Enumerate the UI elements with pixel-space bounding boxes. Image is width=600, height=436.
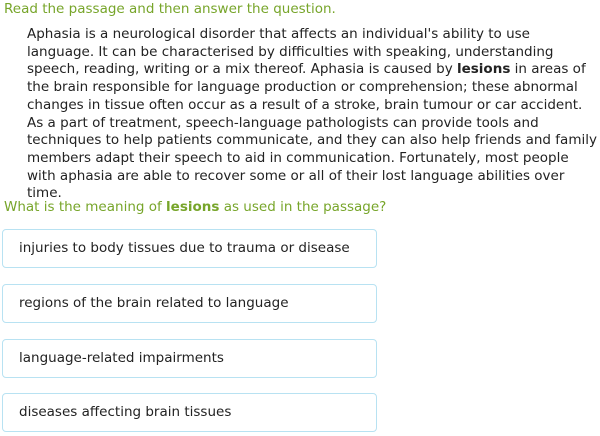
passage-keyword: lesions	[456, 61, 511, 78]
instruction-text: Read the passage and then answer the question.	[4, 1, 336, 17]
question-prefix: What is the meaning of	[4, 199, 167, 215]
answer-option-2[interactable]	[2, 284, 377, 323]
answer-option-3[interactable]	[2, 339, 377, 378]
passage-text-part1: Aphasia is a neurological disorder that affects an individual's ability to use language. It can be characterised by difficulties with speaking, understanding speech, reading, writing or a mix thereof. Aphasia is caused by	[27, 26, 554, 78]
answer-option-label: diseases affecting brain tissues	[19, 404, 232, 420]
question-prompt	[4, 199, 386, 216]
answer-option-1[interactable]	[2, 229, 377, 268]
reading-passage	[27, 26, 597, 203]
answer-option-label: language-related impairments	[19, 350, 224, 366]
question-keyword: lesions	[166, 199, 220, 215]
passage-text-part2: in areas of the brain responsible for language production or comprehension; these abnormal changes in tissue often occur as a result of a stroke, brain tumour or car accident. As a part of treatment, speech-language pathologists can provide tools and techniques to help patients communicate, and they can also help friends and family members adapt their speech to aid in communication. Fortunately, most people with aphasia are able to recover some or all of their lost language abilities over time.	[27, 61, 597, 202]
question-suffix: as used in the passage?	[219, 199, 387, 215]
answer-option-label: regions of the brain related to language	[19, 295, 289, 311]
answer-option-label: injuries to body tissues due to trauma or disease	[19, 240, 350, 256]
answer-option-4[interactable]	[2, 393, 377, 432]
